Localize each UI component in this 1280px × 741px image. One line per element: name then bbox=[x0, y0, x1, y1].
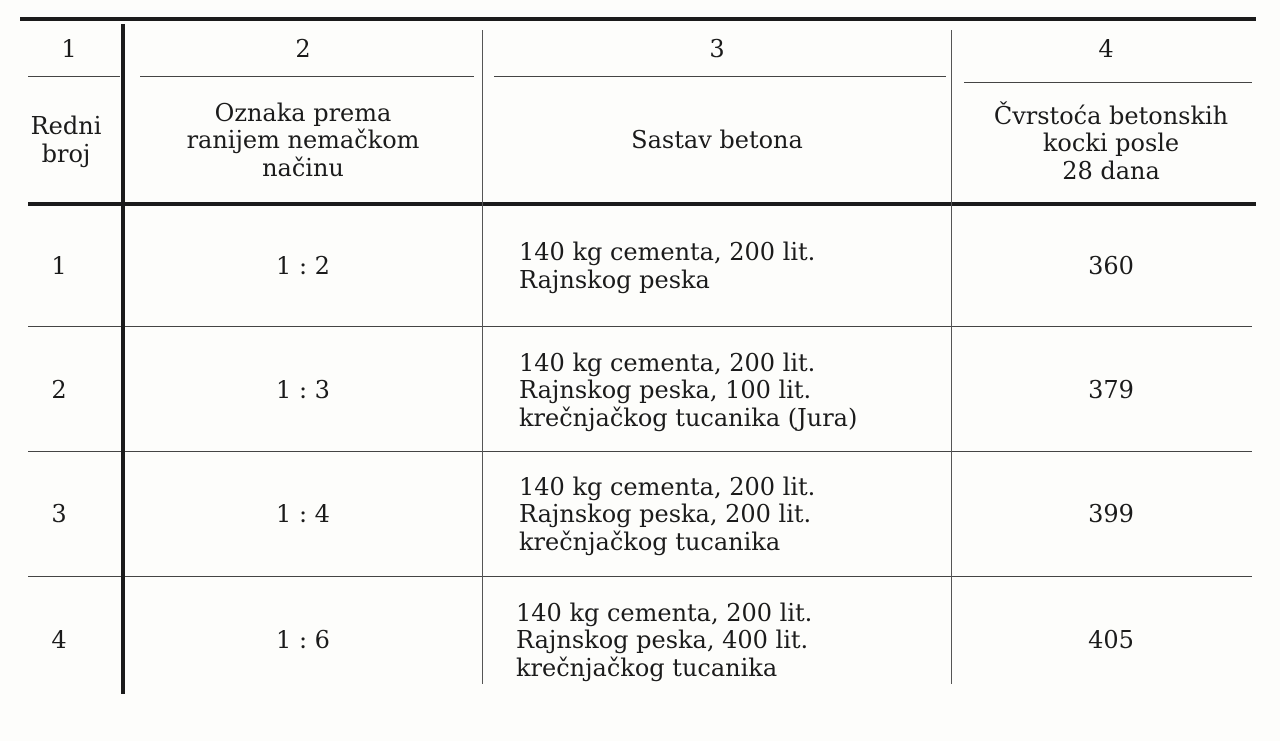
col3-right-rule bbox=[951, 30, 952, 684]
row-3-composition-line-3: krečnjačkog tucanika bbox=[519, 527, 781, 556]
header-col2-line-2: ranijem nemačkom bbox=[186, 126, 420, 155]
row-4-ratio: 1 : 6 bbox=[276, 626, 330, 655]
column-number-4: 4 bbox=[1098, 35, 1114, 64]
row-3-composition-line-2: Rajnskog peska, 200 lit. bbox=[519, 500, 812, 529]
row-4-number: 4 bbox=[51, 626, 67, 655]
row-4-composition bbox=[516, 580, 946, 702]
header-oznaka bbox=[126, 84, 480, 198]
row-1-composition bbox=[519, 210, 939, 324]
row-1-composition-line-1: 140 kg cementa, 200 lit. bbox=[519, 238, 816, 267]
header-col2-line-1: Oznaka prema bbox=[214, 98, 392, 127]
header-number-divider-col1 bbox=[28, 76, 120, 77]
row-4-composition-line-3: krečnjačkog tucanika bbox=[516, 653, 778, 682]
header-number-divider-col3 bbox=[494, 76, 946, 77]
col2-right-rule bbox=[482, 30, 483, 684]
row-2-ratio: 1 : 3 bbox=[276, 376, 330, 405]
row-2-composition-line-3: krečnjačkog tucanika (Jura) bbox=[519, 403, 858, 432]
column-number-3: 3 bbox=[709, 35, 725, 64]
row-1-composition-line-2: Rajnskog peska bbox=[519, 266, 710, 294]
row-3-ratio: 1 : 4 bbox=[276, 500, 330, 529]
row-2-composition bbox=[519, 332, 947, 450]
row-4-composition-line-1: 140 kg cementa, 200 lit. bbox=[516, 598, 813, 627]
row-2-composition-line-1: 140 kg cementa, 200 lit. bbox=[519, 348, 816, 377]
row-4-strength: 405 bbox=[1088, 626, 1134, 655]
row-3-composition bbox=[519, 456, 947, 574]
column-number-1: 1 bbox=[61, 35, 77, 64]
row-divider-1 bbox=[28, 326, 1252, 327]
header-col3-line-1: Sastav betona bbox=[631, 126, 803, 155]
top-rule bbox=[20, 17, 1256, 21]
row-1-strength: 360 bbox=[1088, 252, 1134, 281]
header-redni-broj bbox=[14, 84, 118, 198]
col1-right-rule bbox=[121, 24, 125, 694]
header-cvrstoca bbox=[956, 90, 1266, 198]
row-4-composition-line-2: Rajnskog peska, 400 lit. bbox=[516, 626, 809, 655]
row-3-number: 3 bbox=[51, 500, 67, 529]
row-3-composition-line-1: 140 kg cementa, 200 lit. bbox=[519, 472, 816, 501]
row-2-composition-line-2: Rajnskog peska, 100 lit. bbox=[519, 376, 812, 405]
row-divider-3 bbox=[28, 576, 1252, 577]
header-number-divider-col2 bbox=[140, 76, 474, 77]
header-col4-line-2: kocki posle bbox=[1042, 129, 1180, 158]
row-2-number: 2 bbox=[51, 376, 67, 405]
row-1-number: 1 bbox=[51, 252, 67, 281]
header-col4-line-1: Čvrstoća betonskih bbox=[993, 101, 1229, 130]
column-number-2: 2 bbox=[295, 35, 311, 64]
header-sastav-betona bbox=[486, 84, 948, 198]
header-number-divider-col4 bbox=[964, 82, 1252, 83]
row-2-strength: 379 bbox=[1088, 376, 1134, 405]
header-col1-line-1: Redni bbox=[30, 112, 102, 141]
header-col2-line-3: načinu bbox=[262, 153, 344, 182]
row-3-strength: 399 bbox=[1088, 500, 1134, 529]
header-col4-line-3: 28 dana bbox=[1062, 156, 1160, 185]
row-1-ratio: 1 : 2 bbox=[276, 252, 330, 281]
row-divider-2 bbox=[28, 451, 1252, 452]
header-col1-line-2: broj bbox=[41, 140, 91, 168]
header-bottom-rule bbox=[28, 202, 1256, 206]
